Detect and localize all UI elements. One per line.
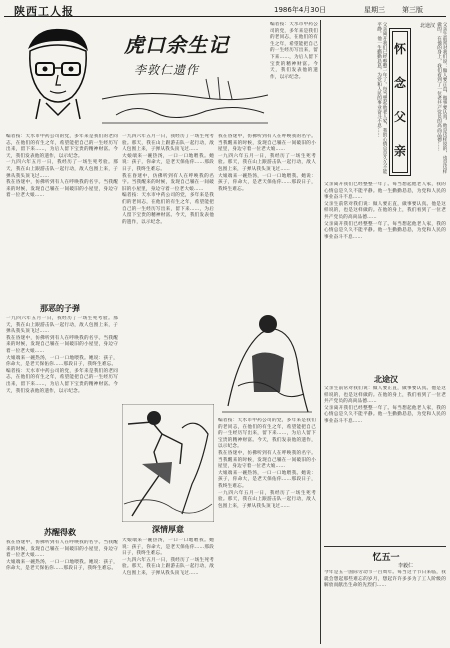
feature-byline: 李敦仁遗作	[134, 63, 200, 77]
feature-header	[6, 19, 268, 131]
column-middle-1: 一九四六年五月一日，我经历了一场生死考验。那天，我在山上跟游击队一起行动，敌人包围上来，子弹从我头顶飞过…… 大娘端来一碗热汤，一口一口地喂我。她说：孩子，你命大，是老天保佑你……那段日子，我终生难忘。 我在昏迷中，仿佛听到有人在呼唤我的名字。当我醒来的时候，发现自己躺在一间破旧的小屋里，身边守着一位老大娘…… 编者按：天水市中药公司的党，多年来是我们的老同志，在他们的有生之年，希望能把自己的一生经历写出来，留下来……，为后人留下宝贵的精神财富。今天，我们发表他的遗作，以示纪念。	[122, 134, 214, 225]
section-heading-kindness: 深情厚意	[152, 524, 184, 534]
soldier-illustration	[122, 404, 214, 522]
newspaper-name: 陕西工人报	[14, 5, 74, 18]
masthead	[4, 3, 446, 17]
column-left-1: 编者按：天水市中药公司的党，多年来是我们的老同志，在他们的有生之年，希望能把自己的一生经历写出来，留下来……，为后人留下宝贵的精神财富。今天，我们发表他的遗作，以示纪念。 一九四六年五月一日，我经历了一场生死考验。那天，我在山上跟游击队一起行动，敌人包围上来，子弹从我头顶飞过…… 我在昏迷中，仿佛听到有人在呼唤我的名字。当我醒来的时候，发现自己躺在一间破旧的小屋里，身边守着一位老大娘……	[6, 134, 118, 199]
column-third-1: 我在昏迷中，仿佛听到有人在呼唤我的名字。当我醒来的时候，发现自己躺在一间破旧的小屋里，身边守着一位老大娘…… 一九四六年五月一日，我经历了一场生死考验。那天，我在山上跟游击队一起行动，敌人包围上来，子弹从我头顶飞过…… 大娘端来一碗热汤，一口一口地喂我。她说：孩子，你命大，是老天保佑你……那段日子，我终生难忘。	[218, 134, 316, 192]
memorial-vertical-text-left: 父亲离开我们已经整整一年了。每当想起他老人家，我的心情总是久久不能平静。他一生勤勤恳恳，为党和人民的事业奋斗不息……	[376, 22, 387, 174]
section-rule	[324, 546, 446, 547]
feature-title: 虎口余生记	[124, 33, 229, 57]
page-number: 第三版	[402, 6, 423, 14]
memorial-heading-char: 怀	[393, 42, 406, 56]
may-day-heading: 忆五一	[372, 553, 400, 563]
memorial-byline: 北途汉	[420, 23, 436, 29]
memorial-section-heading: 北途汉	[374, 374, 398, 384]
memorial-vertical-text-right: 父亲生前常对我们说：做人要正直，做事要认真。他是这样说的，也是这样做的。在他的身上，我们看到了一位老共产党员的高尚品德……	[436, 22, 447, 174]
column-left-3: 我在昏迷中，仿佛听到有人在呼唤我的名字。当我醒来的时候，发现自己躺在一间破旧的小屋里，身边守着一位老大娘…… 大娘端来一碗热汤，一口一口地喂我。她说：孩子，你命大，是老天保佑你……那段日子，我终生难忘。	[6, 540, 118, 572]
may-day-text: 今年是五一国际劳动节一百周年。每当这个节日来临，我就会想起那些难忘的岁月，想起许许多多为了工人阶级的解放而献出生命的先烈们……	[324, 570, 446, 589]
memorial-heading-char: 亲	[393, 144, 406, 158]
column-third-2: 编者按：天水市中药公司的党，多年来是我们的老同志，在他们的有生之年，希望能把自己的一生经历写出来，留下来……，为后人留下宝贵的精神财富。今天，我们发表他的遗作，以示纪念。 我在昏迷中，仿佛听到有人在呼唤我的名字。当我醒来的时候，发现自己躺在一间破旧的小屋里，身边守着一位老大娘…… 大娘端来一碗热汤，一口一口地喂我。她说：孩子，你命大，是老天保佑你……那段日子，我终生难忘。 一九四六年五月一日，我经历了一场生死考验。那天，我在山上跟游击队一起行动，敌人包围上来，子弹从我头顶飞过……	[218, 418, 316, 509]
section-heading-wake: 苏醒得救	[44, 527, 76, 537]
memorial-text-1: 父亲离开我们已经整整一年了。每当想起他老人家，我的心情总是久久不能平静。他一生勤勤恳恳，为党和人民的事业奋斗不息…… 父亲生前常对我们说：做人要正直，做事要认真。他是这样说的，也是这样做的。在他的身上，我们看到了一位老共产党员的高尚品德…… 父亲离开我们已经整整一年了。每当想起他老人家，我的心情总是久久不能平静。他一生勤勤恳恳，为党和人民的事业奋斗不息……	[324, 182, 446, 240]
column-divider	[320, 20, 321, 644]
issue-weekday: 星期三	[364, 6, 385, 14]
may-day-byline: 李毅仁	[398, 563, 414, 569]
column-intro-right: 编者按：天水市中药公司的党，多年来是我们的老同志，在他们的有生之年，希望能把自己的一生经历写出来，留下来……，为后人留下宝贵的精神财富。今天，我们发表他的遗作，以示纪念。	[270, 22, 318, 80]
section-heading-bullet: 那恶的子弹	[40, 303, 80, 313]
memorial-heading-char: 父	[393, 110, 406, 124]
memorial-heading-char: 念	[393, 76, 406, 90]
rescue-illustration	[218, 296, 316, 416]
column-middle-2: 大娘端来一碗热汤，一口一口地喂我。她说：孩子，你命大，是老天保佑你……那段日子，我终生难忘。 一九四六年五月一日，我经历了一场生死考验。那天，我在山上跟游击队一起行动，敌人包围上来，子弹从我头顶飞过……	[122, 538, 214, 576]
column-left-2: 一九四六年五月一日，我经历了一场生死考验。那天，我在山上跟游击队一起行动，敌人包围上来，子弹从我头顶飞过…… 我在昏迷中，仿佛听到有人在呼唤我的名字。当我醒来的时候，发现自己躺在一间破旧的小屋里，身边守着一位老大娘…… 大娘端来一碗热汤，一口一口地喂我。她说：孩子，你命大，是老天保佑你……那段日子，我终生难忘。 编者按：天水市中药公司的党，多年来是我们的老同志，在他们的有生之年，希望能把自己的一生经历写出来，留下来……，为后人留下宝贵的精神财富。今天，我们发表他的遗作，以示纪念。	[6, 316, 118, 394]
issue-date: 1986年4月30日	[274, 6, 327, 14]
memorial-text-2: 父亲生前常对我们说：做人要正直，做事要认真。他是这样说的，也是这样做的。在他的身上，我们看到了一位老共产党员的高尚品德…… 父亲离开我们已经整整一年了。每当想起他老人家，我的心情总是久久不能平静。他一生勤勤恳恳，为党和人民的事业奋斗不息……	[324, 386, 446, 424]
